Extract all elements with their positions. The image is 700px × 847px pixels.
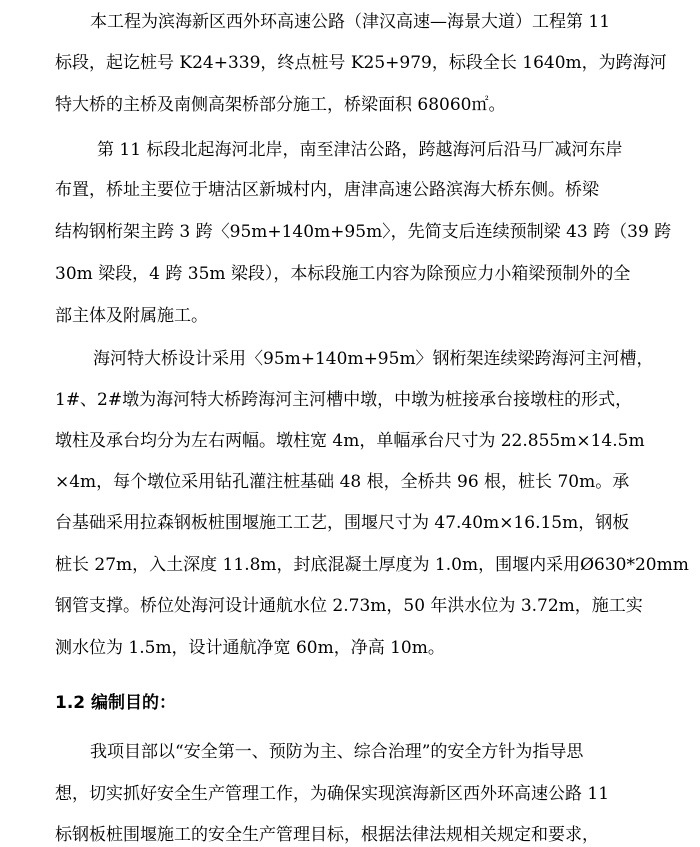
purpose-line-1: 我项目部以“安全第一、预防为主、综合治理”的安全方针为指导思	[90, 742, 584, 762]
paragraph-2-line-4: 30m 梁段，4 跨 35m 梁段），本标段施工内容为除预应力小箱梁预制外的全	[55, 264, 631, 284]
paragraph-2-line-5: 部主体及附属施工。	[55, 306, 208, 326]
paragraph-3-line-4: ×4m，每个墩位采用钻孔灌注桩基础 48 根，全桥共 96 根，桩长 70m。承	[55, 472, 630, 492]
paragraph-3-line-7: 钢管支撑。桥位处海河设计通航水位 2.73m，50 年洪水位为 3.72m，施工实	[55, 596, 643, 616]
purpose-line-2: 想，切实抓好安全生产管理工作，为确保实现滨海新区西外环高速公路 11	[55, 784, 610, 804]
paragraph-3-line-2: 1#、2#墩为海河特大桥跨海河主河槽中墩，中墩为桩接承台接墩柱的形式，	[55, 390, 633, 410]
paragraph-2-line-1: 第 11 标段北起海河北岸，南至津沽公路，跨越海河后沿马厂减河东岸	[97, 140, 623, 160]
paragraph-1-line-1: 本工程为滨海新区西外环高速公路（津汉高速—海景大道）工程第 11	[90, 12, 611, 32]
paragraph-3-line-1: 海河特大桥设计采用〈95m+140m+95m〉钢桁架连续梁跨海河主河槽，	[93, 349, 654, 369]
paragraph-2-line-2: 布置，桥址主要位于塘沽区新城村内，唐津高速公路滨海大桥东侧。桥梁	[55, 180, 599, 200]
paragraph-3-line-3: 墩柱及承台均分为左右两幅。墩柱宽 4m，单幅承台尺寸为 22.855m×14.5m	[55, 431, 645, 451]
paragraph-3-line-6: 桩长 27m，入土深度 11.8m，封底混凝土厚度为 1.0m，围堰内采用Ø630*20mm	[55, 555, 689, 575]
paragraph-1-line-2: 标段，起讫桩号 K24+339，终点桩号 K25+979，标段全长 1640m，为跨海河	[55, 53, 667, 73]
paragraph-3-line-8: 测水位为 1.5m，设计通航净宽 60m，净高 10m。	[55, 638, 445, 658]
paragraph-3-line-5: 台基础采用拉森钢板桩围堰施工工艺，围堰尺寸为 47.40m×16.15m，钢板	[55, 513, 630, 533]
purpose-line-3: 标钢板桩围堰施工的安全生产管理目标，根据法律法规相关规定和要求，	[55, 825, 599, 845]
paragraph-2-line-3: 结构钢桁架主跨 3 跨〈95m+140m+95m〉，先简支后连续预制梁 43 跨（39 跨	[55, 222, 672, 242]
paragraph-1-line-3: 特大桥的主桥及南侧高架桥部分施工，桥梁面积 68060㎡。	[55, 95, 506, 115]
section-heading: 1.2 编制目的：	[55, 693, 177, 713]
